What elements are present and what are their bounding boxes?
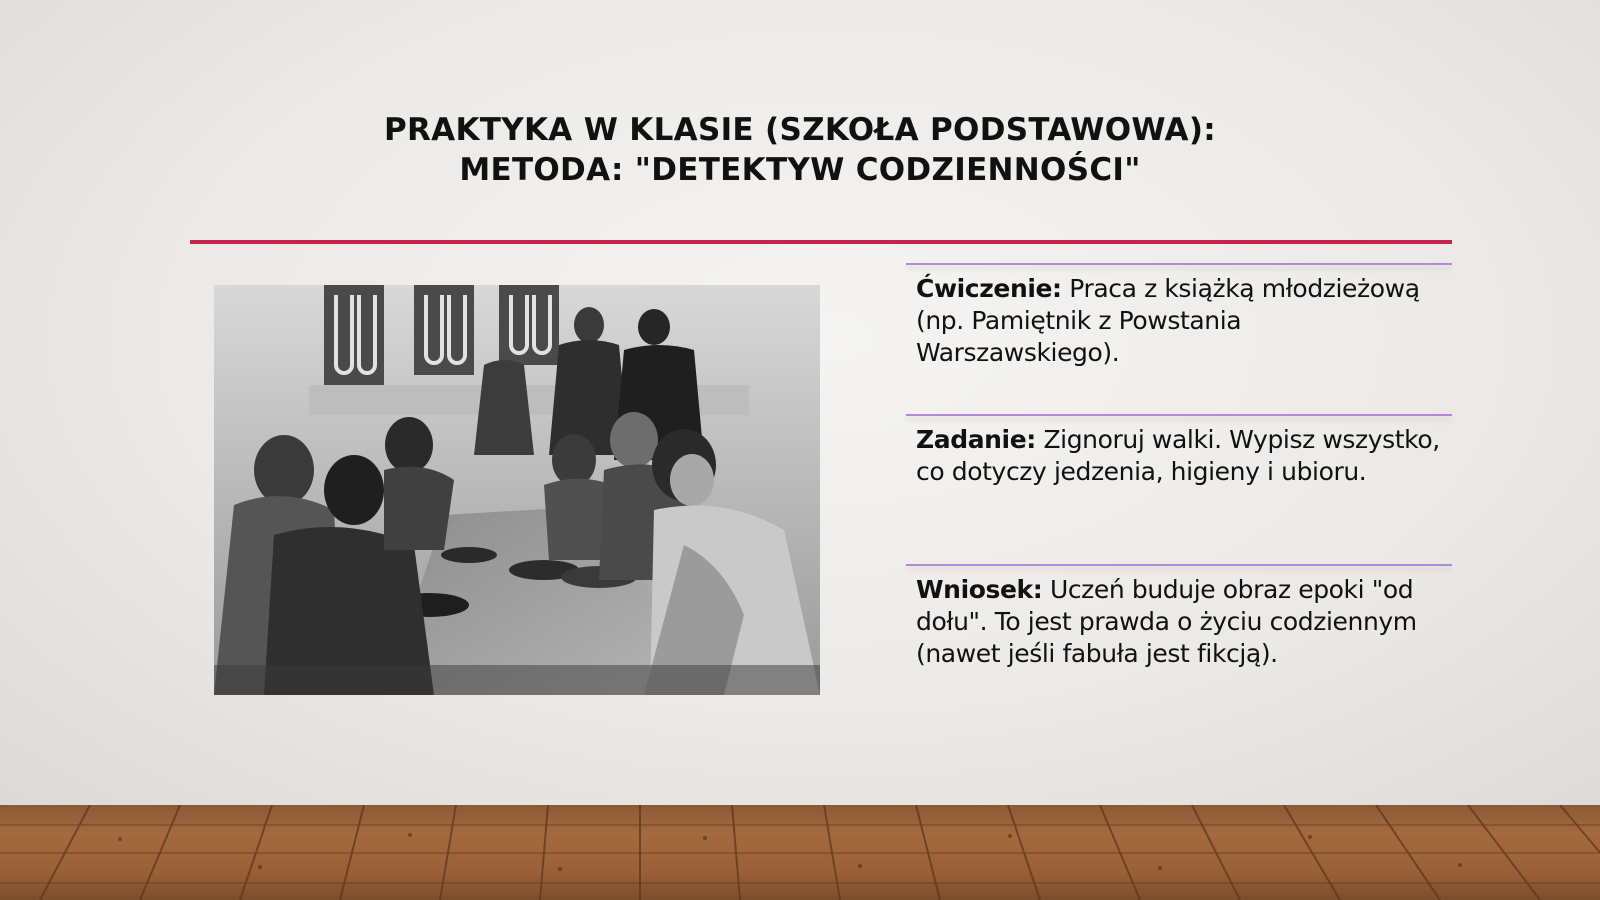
item-body: Uczeń buduje obraz epoki "od dołu". To jest prawda o życiu codziennym (nawet jeśli fabuła jest fikcją).	[916, 575, 1417, 668]
item-label: Ćwiczenie:	[916, 274, 1062, 303]
item-label: Wniosek:	[916, 575, 1043, 604]
item-task	[906, 414, 1452, 488]
historical-photo	[214, 285, 820, 695]
item-body: Praca z książką młodzieżową (np. Pamiętnik z Powstania Warszawskiego).	[916, 274, 1420, 367]
item-text	[906, 424, 1452, 488]
title-line-1: PRAKTYKA W KLASIE (SZKOŁA PODSTAWOWA):	[383, 112, 1216, 148]
title-divider	[190, 240, 1452, 244]
floor-planks	[0, 805, 1600, 900]
item-text	[906, 273, 1452, 369]
item-divider	[906, 263, 1452, 265]
wooden-floor	[0, 805, 1600, 900]
item-exercise	[906, 263, 1452, 369]
item-body: Zignoruj walki. Wypisz wszystko, co dotyczy jedzenia, higieny i ubioru.	[916, 425, 1440, 486]
photo-image	[214, 285, 820, 695]
item-divider	[906, 414, 1452, 416]
item-label: Zadanie:	[916, 425, 1036, 454]
item-text	[906, 574, 1452, 670]
item-conclusion	[906, 564, 1452, 670]
slide-title	[190, 110, 1410, 190]
item-divider	[906, 564, 1452, 566]
title-line-2: METODA: "DETEKTYW CODZIENNOŚCI"	[459, 152, 1141, 188]
